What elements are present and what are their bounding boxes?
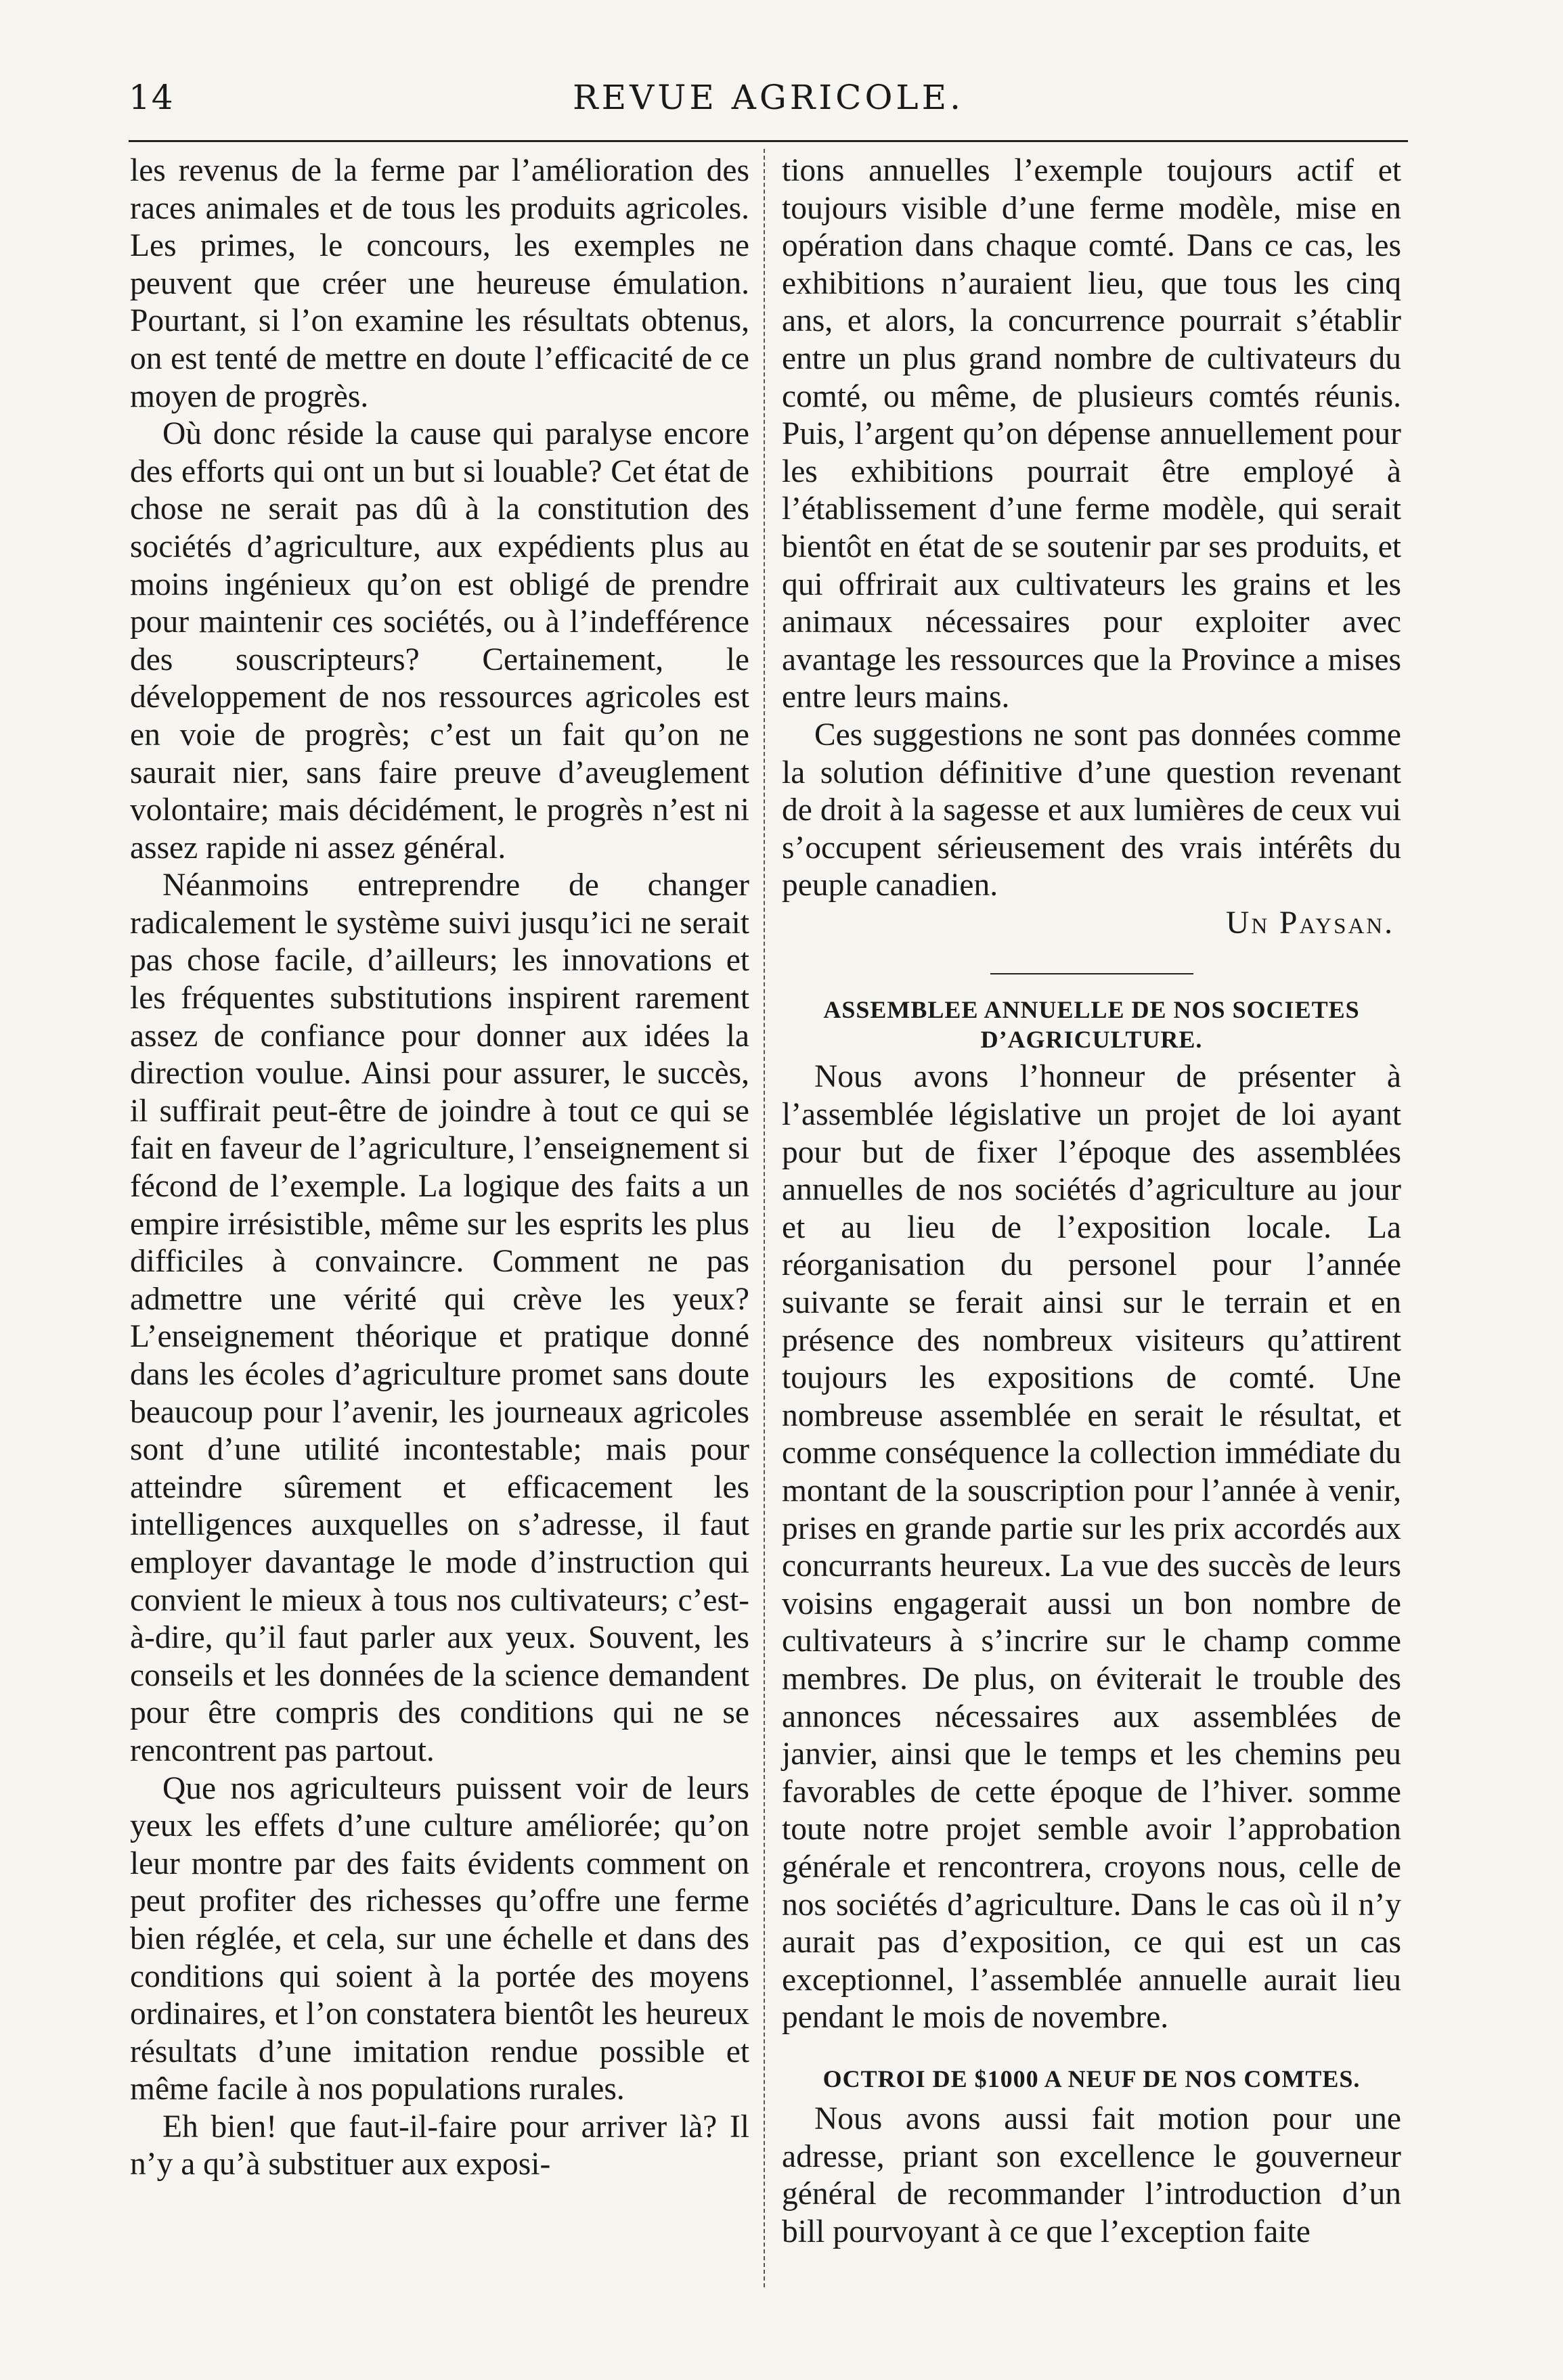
right-column bbox=[782, 152, 1401, 2251]
signature: Un Paysan. bbox=[1226, 905, 1394, 941]
paragraph: les revenus de la ferme par l’amélioration des races animales et de tous les produits agricoles. Les primes, le concours, les exemples ne peuvent que créer une heureuse émulation. Pourtant, si l’on examine les résultats obtenus, on est tenté de mettre en doute l’efficacité de ce moyen de progrès. bbox=[130, 153, 749, 414]
paragraph: Eh bien! que faut-il-faire pour arriver là? Il n’y a qu’à substituer aux exposi- bbox=[130, 2109, 749, 2182]
paragraph: Néanmoins entreprendre de changer radicalement le système suivi jusqu’ici ne serait pas chose facile, d’ailleurs; les innovations et les fréquentes substitutions inspirent rarement assez de confiance pour donner aux idées la direction voulue. Ainsi pour assurer, le succès, il suffirait peut-être de joindre à tout ce qui se fait en faveur de l’agriculture, l’enseignement si fécond de l’exemple. La logique des faits a un empire irrésistible, même sur les esprits les plus difficiles à convaincre. Comment ne pas admettre une vérité qui crève les yeux? L’enseignement théorique et pratique donné dans les écoles d’agriculture promet sans doute beaucoup pour l’avenir, les journeaux agricoles sont d’une utilité incontestable; mais pour atteindre sûrement et efficacement les intelligences auxquelles on s’adresse, il faut employer davantage le mode d’instruction qui convient le mieux à tous nos cultivateurs; c’est-à-dire, qu’il faut parler aux yeux. Souvent, les conseils et les données de la science demandent pour être compris des conditions qui ne se rencontrent pas partout. bbox=[130, 868, 749, 1768]
paragraph: Nous avons aussi fait motion pour une adresse, priant son excellence le gouverneur général de recommander l’introduction d’un bill pourvoyant à ce que l’exception faite bbox=[782, 2101, 1401, 2249]
page-number: 14 bbox=[129, 78, 175, 117]
left-column bbox=[130, 152, 749, 2184]
section-rule bbox=[990, 973, 1193, 974]
paragraph: Où donc réside la cause qui paralyse encore des efforts qui ont un but si louable? Cet état de chose ne serait pas dû à la constitution des sociétés d’agriculture, aux expédients plus au moins ingénieux qu’on est obligé de prendre pour maintenir ces sociétés, ou à l’indefférence des souscripteurs? Certainement, le développement de nos ressources agricoles est en voie de progrès; c’est un fait qu’on ne saurait nier, sans faire preuve d’aveuglement volontaire; mais décidément, le progrès n’est ni assez rapide ni assez général. bbox=[130, 416, 749, 866]
section-heading: ASSEMBLEE ANNUELLE DE NOS SOCIETES D’AGRICULTURE. bbox=[823, 996, 1360, 1054]
section-heading: OCTROI DE $1000 A NEUF DE NOS COMTES. bbox=[822, 2065, 1361, 2092]
running-title: REVUE AGRICOLE. bbox=[572, 78, 965, 117]
paragraph: Que nos agriculteurs puissent voir de leurs yeux les effets d’une culture améliorée; qu’on leur montre par des faits évidents comment on peut profiter des richesses qu’offre une ferme bien réglée, et cela, sur une échelle et dans des conditions qui soient à la portée des moyens ordinaires, et l’on constatera bientôt les heureux résultats d’une imitation rendue possible et même facile à nos populations rurales. bbox=[130, 1770, 749, 2107]
paragraph: tions annuelles l’exemple toujours actif et toujours visible d’une ferme modèle, mise en opération dans chaque comté. Dans ce cas, les exhibitions n’auraient lieu, que tous les cinq ans, et alors, la concurrence pourrait s’établir entre un plus grand nombre de cultivateurs du comté, ou même, de plusieurs comtés réunis. Puis, l’argent qu’on dépense annuellement pour les exhibitions pourrait être employé à l’établissement d’une ferme modèle, qui serait bientôt en état de se soutenir par ses produits, et qui offrirait aux cultivateurs les grains et les animaux nécessaires pour exploiter avec avantage les ressources que la Province a mises entre leurs mains. bbox=[782, 153, 1401, 715]
header-rule bbox=[129, 140, 1408, 142]
paragraph: Nous avons l’honneur de présenter à l’assemblée législative un projet de loi ayant pour but de fixer l’époque des assemblées annuelles de nos sociétés d’agriculture au jour et au lieu de l’exposition locale. La réorganisation du personel pour l’année suivante se ferait ainsi sur le terrain et en présence des nombreux visiteurs qu’attirent toujours les expositions de comté. Une nombreuse assemblée en serait le résultat, et comme conséquence la collection immédiate du montant de la souscription pour l’année à venir, prises en grande partie sur les prix accordés aux concurrants heureux. La vue des succès de leurs voisins engagerait aussi un bon nombre de cultivateurs à s’incrire sur le champ comme membres. De plus, on éviterait le trouble des annonces nécessaires aux assemblées de janvier, ainsi que le temps et les chemins peu favorables de cette époque de l’hiver. somme toute notre projet semble avoir l’approbation générale et rencontrera, croyons nous, celle de nos sociétés d’agriculture. Dans le cas où il n’y aurait pas d’exposition, ce qui est un cas exceptionnel, l’assemblée annuelle aurait lieu pendant le mois de novembre. bbox=[782, 1059, 1401, 2036]
page-header bbox=[129, 78, 1408, 132]
column-divider bbox=[764, 149, 765, 2287]
paragraph: Ces suggestions ne sont pas données comme la solution définitive d’une question revenant de droit à la sagesse et aux lumières de ceux vui s’occupent sérieusement des vrais intérêts du peuple canadien. bbox=[782, 717, 1401, 903]
